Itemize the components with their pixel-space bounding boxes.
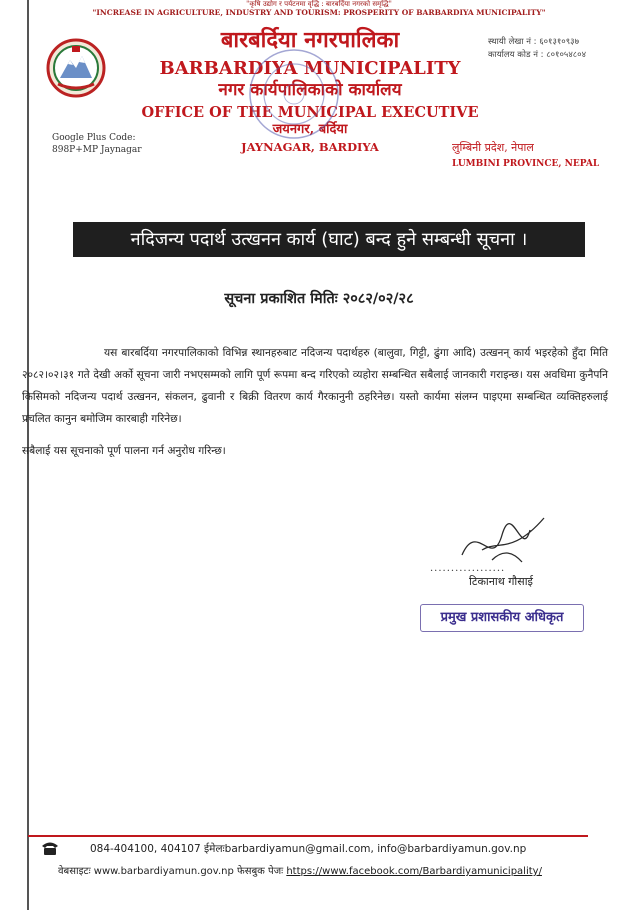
municipality-name-nepali: बारबर्दिया नगरपालिका (220, 27, 400, 53)
footer-divider (28, 835, 588, 837)
signer-name: टिकानाथ गौसाई (469, 575, 533, 588)
office-stamp-icon (246, 46, 342, 142)
notice-title: नदिजन्य पदार्थ उत्खनन कार्य (घाट) बन्द हुने सम्बन्धी सूचना । (73, 222, 585, 257)
slogan-english: "INCREASE IN AGRICULTURE, INDUSTRY AND TOURISM: PROSPERITY OF BARBARDIYA MUNICIPALITY" (92, 8, 546, 17)
notice-paragraph-1: यस बारबर्दिया नगरपालिकाको विभिन्न स्थानहरुबाट नदिजन्य पदार्थहरु (बालुवा, गिट्टी, ढुंगा आदि) उत्खनन् कार्य भइरहेको हुँदा मिति २०८२।०२।३१ गते देखी अर्को सूचना जारी नभएसम्मको लागि पूर्ण रूपमा बन्द गरिएको व्यहोरा सम्बन्धित सबैलाई जानकारी गराइन्छ। यस अवधिमा कुनैपनि किसिमको नदिजन्य पदार्थ उत्खनन, संकलन, ढुवानी र बिक्री वितरण कार्य गैरकानुनी ठहरिनेछ। यस्तो कार्यमा संलग्न पाइएमा सम्बन्धित व्यक्तिहरुलाई प्रचलित कानुन बमोजिम कारबाही गरिनेछ। (22, 347, 608, 425)
address-nepali: जयनगर, बर्दिया (272, 122, 348, 137)
address-english: JAYNAGAR, BARDIYA (241, 140, 379, 154)
province-info (452, 140, 599, 172)
footer-contact: 084-404100, 404107 ईमेलःbarbardiyamun@gmail.com, info@barbardiyamun.gov.np (90, 843, 527, 855)
office-name-english: OFFICE OF THE MUNICIPAL EXECUTIVE (141, 104, 479, 121)
phone-icon (40, 840, 60, 856)
plus-code-value: 898P+MP Jaynagar (52, 145, 142, 155)
facebook-link[interactable]: https://www.facebook.com/Barbardiyamunicipality/ (286, 866, 542, 877)
nepal-emblem-icon (46, 38, 106, 98)
footer-web (58, 863, 542, 877)
designation-stamp: प्रमुख प्रशासकीय अधिकृत (420, 604, 584, 632)
plus-code-label: Google Plus Code: (52, 133, 136, 143)
published-date: सूचना प्रकाशित मितिः २०८२/०२/२८ (224, 291, 414, 307)
province-nepali: लुम्बिनी प्रदेश, नेपाल (452, 141, 534, 154)
municipality-name-english: BARBARDIYA MUNICIPALITY (159, 58, 461, 79)
notice-body (22, 342, 608, 462)
province-english: LUMBINI PROVINCE, NEPAL (452, 159, 600, 169)
office-code: कार्यालय कोड नं : ८०१०५४८०४ (488, 50, 587, 60)
permanent-account-number: स्थायी लेखा नं : ६०१३१०९३७ (488, 37, 579, 47)
office-name-nepali: नगर कार्यपालिकाको कार्यालय (218, 80, 402, 100)
plus-code (52, 132, 142, 156)
notice-paragraph-2: सबैलाई यस सूचनाको पूर्ण पालना गर्न अनुरोध गरिन्छ। (22, 445, 226, 457)
website-text: वेबसाइटः www.barbardiyamun.gov.np फेसबुक पेजः (58, 866, 284, 877)
signature-line: .................. (430, 563, 506, 574)
slogan-nepali: "कृषि उद्योग र पर्यटनमा वृद्धि : बारबर्दिया नगरको समृद्धि" (246, 0, 392, 8)
registration-info (488, 36, 586, 62)
